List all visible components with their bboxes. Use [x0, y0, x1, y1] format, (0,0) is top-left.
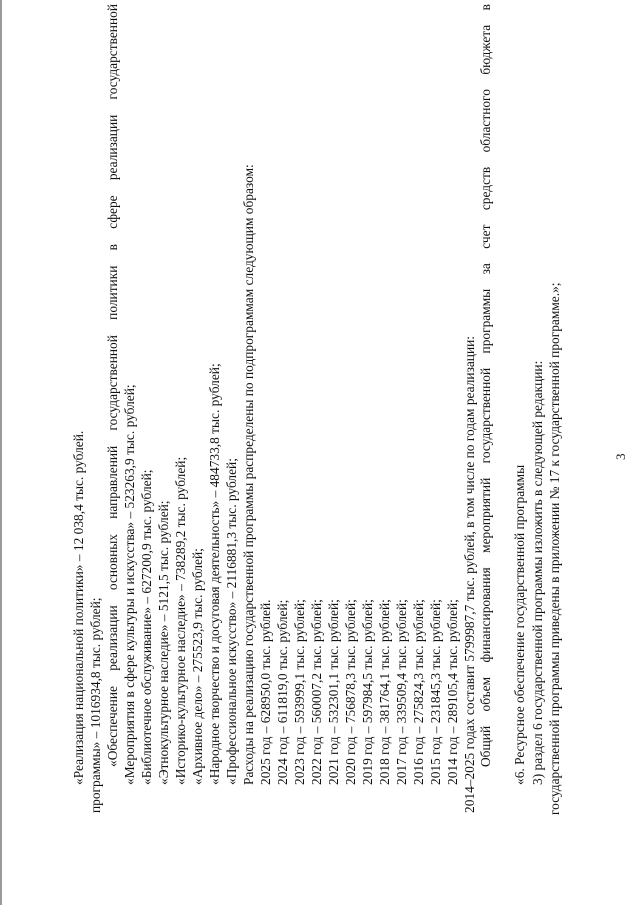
year-item: 2021 год – 532301,1 тыс. рублей;	[326, 599, 341, 785]
subprogram-item: «Архивное дело» – 275523,9 тыс. рублей;	[190, 548, 205, 785]
page-number: 3	[613, 453, 628, 460]
year-item: 2017 год – 339509,4 тыс. рублей;	[394, 599, 409, 785]
year-item: 2014 год – 289105,4 тыс. рублей;	[445, 599, 460, 785]
year-item: 2023 год – 593999,1 тыс. рублей;	[292, 599, 307, 785]
subprogram-item: «Профессиональное искусство» – 2116881,3 тыс. рублей;	[224, 458, 239, 785]
year-item: 2020 год – 756878,3 тыс. рублей;	[343, 599, 358, 785]
year-item: 2019 год – 597984,5 тыс. рублей;	[360, 599, 375, 785]
subprogram-item: «Народное творчество и досуговая деятельность» – 484733,8 тыс. рублей;	[207, 363, 222, 785]
text-line: 3) раздел 6 государственной программы изложить в следующей редакции:	[530, 360, 545, 785]
year-item: 2018 год – 381764,1 тыс. рублей;	[377, 599, 392, 785]
subprogram-item: «Этнокультурное наследие» – 5121,5 тыс. рублей;	[156, 500, 171, 785]
section-heading: «6. Ресурсное обеспечение государственной программы	[512, 464, 527, 785]
text-line: программы» – 1016934,8 тыс. рублей;	[88, 597, 103, 813]
year-item: 2022 год – 560007,2 тыс. рублей;	[309, 599, 324, 785]
year-item: 2015 год – 231845,3 тыс. рублей;	[428, 599, 443, 785]
year-item: 2016 год – 275824,3 тыс. рублей;	[411, 599, 426, 785]
text-line: Расходы на реализацию государственной программы распределены по подпрограммам следующим образом:	[241, 164, 256, 785]
text-line: государственной программы приведены в приложении № 17 к государственной программе.»;	[547, 282, 562, 815]
year-item: 2024 год – 611819,0 тыс. рублей;	[275, 599, 290, 785]
subprogram-item: «Историко-культурное наследие» – 738289,2 тыс. рублей;	[173, 456, 188, 785]
subprogram-item: «Мероприятия в сфере культуры и искусства» – 523263,9 тыс. рублей;	[122, 384, 137, 785]
text-line: 2014–2025 годах составит 5799987,7 тыс. рублей, в том числе по годам реализации:	[462, 335, 477, 813]
year-item: 2025 год – 628950,0 тыс. рублей.	[258, 599, 273, 785]
subprogram-item: «Реализация национальной политики» – 12 038,4 тыс. рублей.	[71, 430, 86, 785]
subprogram-item: «Библиотечное обслуживание» – 627200,9 тыс. рублей;	[139, 469, 154, 785]
text-line: Общий объем финансирования мероприятий государственной программы за счет средств областного бюджета в	[478, 4, 493, 767]
subprogram-item: «Обеспечение реализации основных направлений государственной политики в сфере реализации государственной	[105, 4, 120, 767]
